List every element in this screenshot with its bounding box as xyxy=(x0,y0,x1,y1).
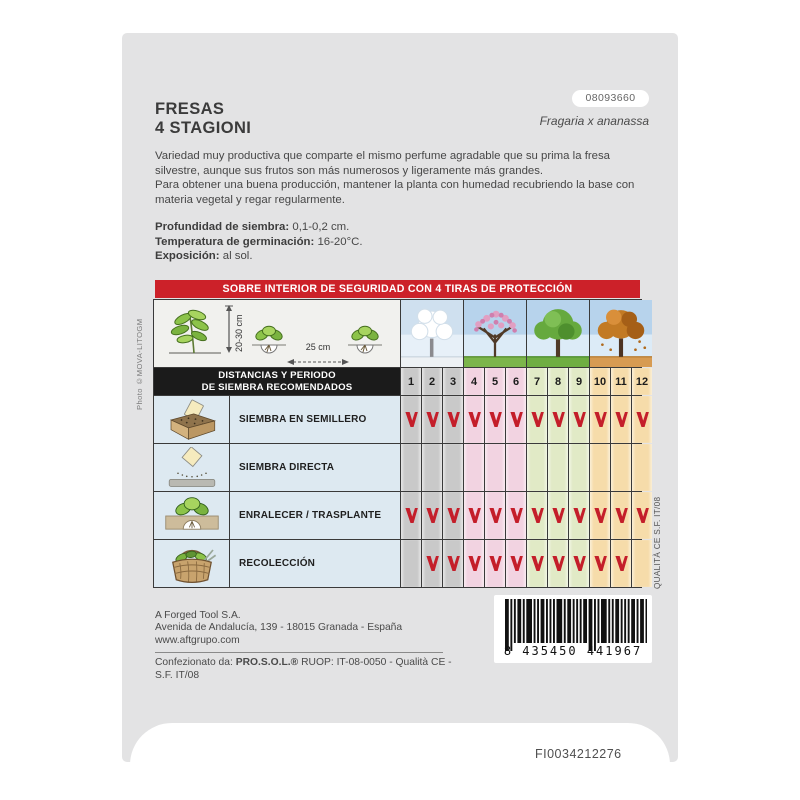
calendar-check-cell xyxy=(590,540,610,587)
product-title xyxy=(155,100,251,138)
calendar-row-label: RECOLECCIÓN xyxy=(230,540,400,587)
calendar-empty-cell xyxy=(401,540,421,587)
company-name: A Forged Tool S.A. xyxy=(155,610,241,621)
calendar-empty-cell xyxy=(443,444,463,491)
calendar-check-cell xyxy=(632,396,652,443)
calendar-check-cell xyxy=(506,492,526,539)
barcode xyxy=(494,595,652,663)
calendar-check-cell xyxy=(443,396,463,443)
plant-height-label: 20-30 cm xyxy=(234,314,244,352)
calendar-empty-cell xyxy=(548,444,568,491)
calendar-check-cell xyxy=(485,492,505,539)
publisher-block xyxy=(155,610,455,682)
calendar-empty-cell xyxy=(632,540,652,587)
month-header-6: 6 xyxy=(506,368,526,395)
plant-icon xyxy=(166,305,224,357)
next-packet-card xyxy=(130,723,670,800)
calendar-check-cell xyxy=(485,540,505,587)
spec-exposure: Exposición: al sol. xyxy=(155,250,253,263)
calendar-empty-cell xyxy=(569,444,589,491)
calendar-check-cell xyxy=(569,540,589,587)
photo-credit: Photo ©MOVA-LITOGM xyxy=(135,318,144,410)
calendar-header xyxy=(154,368,400,395)
month-header-3: 3 xyxy=(443,368,463,395)
calendar-check-cell xyxy=(632,492,652,539)
autumn-tree-icon xyxy=(590,300,652,367)
security-banner-text: SOBRE INTERIOR DE SEGURIDAD CON 4 TIRAS DE PROTECCIÓN xyxy=(222,283,573,295)
calendar-empty-cell xyxy=(527,444,547,491)
month-header-4: 4 xyxy=(464,368,484,395)
harvest-basket-icon xyxy=(154,540,229,587)
calendar-check-cell xyxy=(422,540,442,587)
calendar-empty-cell xyxy=(464,444,484,491)
calendar-check-cell xyxy=(569,396,589,443)
calendar-row-label: SIEMBRA EN SEMILLERO xyxy=(230,396,400,443)
calendar-empty-cell xyxy=(611,444,631,491)
description xyxy=(155,149,652,208)
calendar-check-cell xyxy=(611,396,631,443)
month-header-10: 10 xyxy=(590,368,610,395)
transplant-icon xyxy=(154,492,229,539)
description-paragraph: Para obtener una buena producción, mantener la planta con humedad recubriendo la base con materia vegetal y regar regularmente. xyxy=(155,179,635,207)
calendar-check-cell xyxy=(464,492,484,539)
calendar-row-label: SIEMBRA DIRECTA xyxy=(230,444,400,491)
calendar-check-cell xyxy=(611,492,631,539)
height-measure-arrow xyxy=(224,305,234,353)
calendar-check-cell xyxy=(422,492,442,539)
calendar-check-cell xyxy=(527,396,547,443)
month-header-1: 1 xyxy=(401,368,421,395)
calendar-check-cell xyxy=(548,540,568,587)
spec-list xyxy=(155,220,363,264)
calendar-check-cell xyxy=(548,396,568,443)
seed-tray-icon xyxy=(154,396,229,443)
description-paragraph: Variedad muy productiva que comparte el mismo perfume agradable que su prima la fresa silvestre, aunque sus frutos son más numerosos y ligeramente más grandes. xyxy=(155,150,611,177)
title-line2: 4 STAGIONI xyxy=(155,119,252,137)
month-header-7: 7 xyxy=(527,368,547,395)
month-header-8: 8 xyxy=(548,368,568,395)
distance-diagram xyxy=(154,300,400,367)
month-header-2: 2 xyxy=(422,368,442,395)
company-address: Avenida de Andalucía, 139 - 18015 Granada - España xyxy=(155,622,403,634)
calendar-check-cell xyxy=(590,492,610,539)
calendar-check-cell xyxy=(506,396,526,443)
calendar-check-cell xyxy=(506,540,526,587)
plant-spacing-label: 25 cm xyxy=(305,342,331,352)
latin-name: Fragaria x ananassa xyxy=(539,114,649,128)
calendar-check-cell xyxy=(548,492,568,539)
winter-tree-icon xyxy=(401,300,463,367)
summer-tree-icon xyxy=(527,300,589,367)
security-banner xyxy=(155,280,640,298)
calendar-empty-cell xyxy=(590,444,610,491)
calendar-check-cell xyxy=(401,492,421,539)
calendar-empty-cell xyxy=(632,444,652,491)
month-header-9: 9 xyxy=(569,368,589,395)
title-line1: FRESAS xyxy=(155,100,225,118)
spring-tree-icon xyxy=(464,300,526,367)
seed-packet-back xyxy=(122,33,678,762)
calendar-empty-cell xyxy=(485,444,505,491)
calendar-check-cell xyxy=(569,492,589,539)
calendar-header-line2: DE SIEMBRA RECOMENDADOS xyxy=(201,381,353,393)
month-header-11: 11 xyxy=(611,368,631,395)
calendar-check-cell xyxy=(422,396,442,443)
calendar-check-cell xyxy=(527,492,547,539)
month-header-12: 12 xyxy=(632,368,652,395)
company-website: www.aftgrupo.com xyxy=(155,634,240,646)
seedling-icon xyxy=(252,323,286,355)
calendar-check-cell xyxy=(527,540,547,587)
calendar-check-cell xyxy=(443,540,463,587)
spacing-measure xyxy=(287,342,349,367)
calendar-empty-cell xyxy=(422,444,442,491)
calendar-check-cell xyxy=(485,396,505,443)
calendar-header-line1: DISTANCIAS Y PERIODO xyxy=(218,370,336,381)
sowing-calendar xyxy=(153,299,649,588)
month-header-5: 5 xyxy=(485,368,505,395)
calendar-check-cell xyxy=(611,540,631,587)
calendar-empty-cell xyxy=(401,444,421,491)
calendar-check-cell xyxy=(590,396,610,443)
spacing-arrow xyxy=(287,358,349,366)
calendar-check-cell xyxy=(464,540,484,587)
quality-side-note: QUALITÀ CE S.F. IT/08 xyxy=(653,496,662,589)
calendar-row-label: ENRALECER / TRASPLANTE xyxy=(230,492,400,539)
code-badge: 08093660 xyxy=(572,90,649,107)
spec-temperature: Temperatura de germinación: 16-20°C. xyxy=(155,235,363,248)
calendar-check-cell xyxy=(464,396,484,443)
lot-code: FI0034212276 xyxy=(535,747,622,761)
packer-line: Confezionato da: PRO.S.O.L.® RUOP: IT-08-0050 - Qualità CE - S.F. IT/08 xyxy=(155,657,452,681)
calendar-check-cell xyxy=(443,492,463,539)
seedling-icon xyxy=(348,323,382,355)
divider xyxy=(155,652,443,653)
calendar-empty-cell xyxy=(506,444,526,491)
seed-packet-icon xyxy=(154,444,229,491)
spec-depth: Profundidad de siembra: 0,1-0,2 cm. xyxy=(155,221,350,233)
barcode-digits: 8 435450 441967 xyxy=(503,644,643,658)
calendar-check-cell xyxy=(401,396,421,443)
